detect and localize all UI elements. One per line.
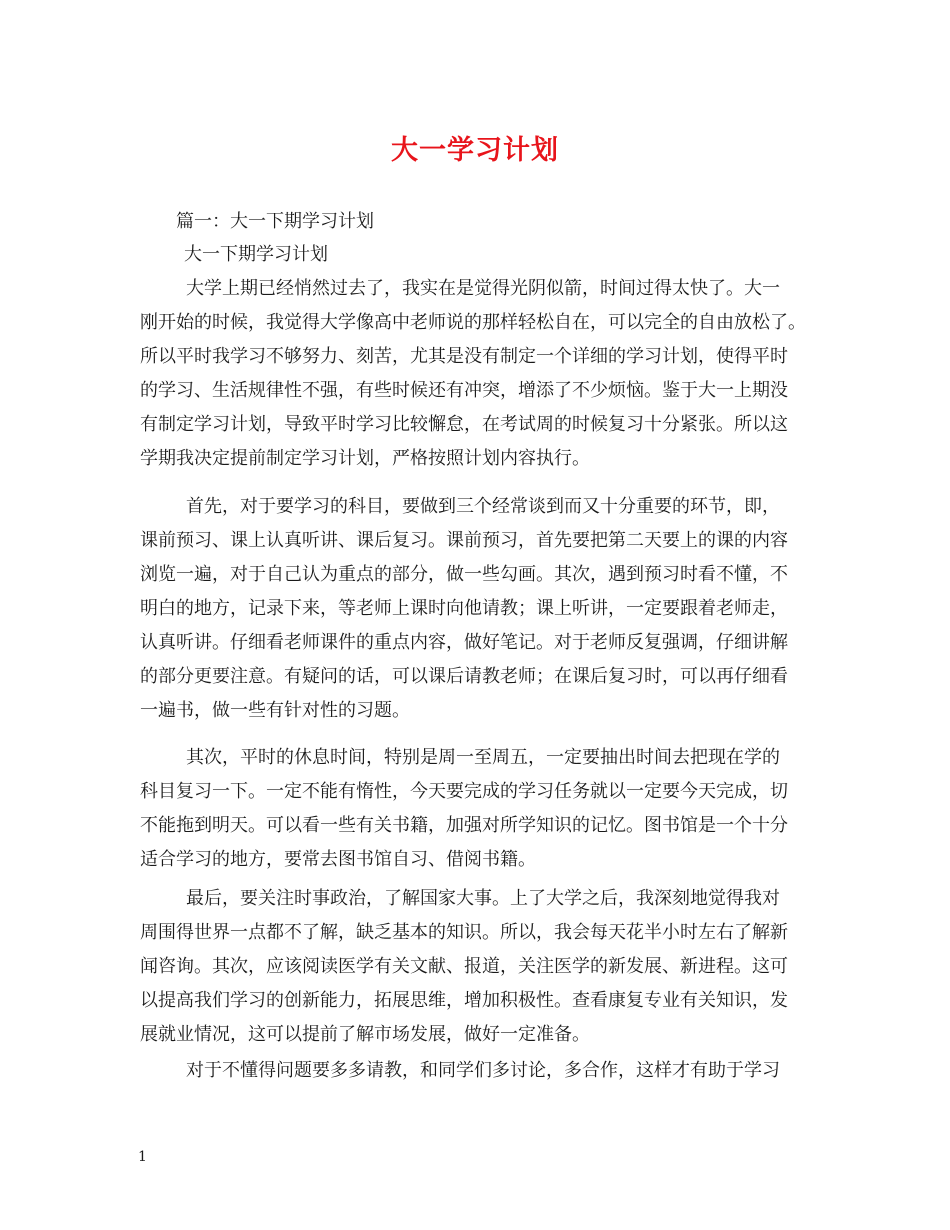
paragraph-line: 有制定学习计划，导致平时学习比较懈怠，在考试周的时候复习十分紧张。所以这 (140, 414, 788, 435)
paragraph-line: 不能拖到明天。可以看一些有关书籍，加强对所学知识的记忆。图书馆是一个十分 (140, 815, 788, 836)
paragraph-line: 首先，对于要学习的科目，要做到三个经常谈到而又十分重要的环节，即， (186, 496, 780, 517)
paragraph-line: 课前预习、课上认真听讲、课后复习。课前预习，首先要把第二天要上的课的内容 (140, 530, 788, 551)
paragraph-line: 科目复习一下。一定不能有惰性，今天要完成的学习任务就以一定要今天完成，切 (140, 781, 788, 802)
paragraph-line: 展就业情况，这可以提前了解市场发展，做好一定准备。 (140, 1024, 590, 1045)
paragraph-line: 的学习、生活规律性不强，有些时候还有冲突，增添了不少烦恼。鉴于大一上期没 (140, 380, 788, 401)
paragraph-line: 刚开始的时候，我觉得大学像高中老师说的那样轻松自在，可以完全的自由放松了。 (140, 312, 806, 333)
paragraph-line: 明白的地方，记录下来，等老师上课时向他请教；课上听讲，一定要跟着老师走， (140, 598, 788, 619)
paragraph-line: 一遍书，做一些有针对性的习题。 (140, 700, 410, 721)
paragraph-line: 以提高我们学习的创新能力，拓展思维，增加积极性。查看康复专业有关知识，发 (140, 990, 788, 1011)
paragraph-line: 所以平时我学习不够努力、刻苦，尤其是没有制定一个详细的学习计划，使得平时 (140, 346, 788, 367)
paragraph-line: 大学上期已经悄然过去了，我实在是觉得光阴似箭，时间过得太快了。大一 (186, 278, 780, 299)
paragraph-line: 认真听讲。仔细看老师课件的重点内容，做好笔记。对于老师反复强调，仔细讲解 (140, 632, 788, 653)
paragraph-line: 浏览一遍，对于自己认为重点的部分，做一些勾画。其次，遇到预习时看不懂，不 (140, 564, 788, 585)
paragraph-line: 对于不懂得问题要多多请教，和同学们多讨论，多合作，这样才有助于学习 (186, 1060, 780, 1081)
page-number: 1 (138, 1149, 147, 1165)
document-title: 大一学习计划 (391, 135, 559, 166)
paragraph-line: 周围得世界一点都不了解，缺乏基本的知识。所以，我会每天花半小时左右了解新 (140, 922, 788, 943)
paragraph-line: 适合学习的地方，要常去图书馆自习、借阅书籍。 (140, 849, 536, 870)
paragraph-line: 闻咨询。其次，应该阅读医学有关文献、报道，关注医学的新发展、新进程。这可 (140, 956, 788, 977)
paragraph-line: 最后，要关注时事政治，了解国家大事。上了大学之后，我深刻地觉得我对 (186, 888, 780, 909)
paragraph-line: 的部分更要注意。有疑问的话，可以课后请教老师；在课后复习时，可以再仔细看 (140, 666, 788, 687)
subheading: 大一下期学习计划 (184, 244, 328, 265)
section-heading: 篇一：大一下期学习计划 (176, 211, 374, 232)
paragraph-line: 学期我决定提前制定学习计划，严格按照计划内容执行。 (140, 448, 590, 469)
paragraph-line: 其次，平时的休息时间，特别是周一至周五，一定要抽出时间去把现在学的 (186, 747, 780, 768)
